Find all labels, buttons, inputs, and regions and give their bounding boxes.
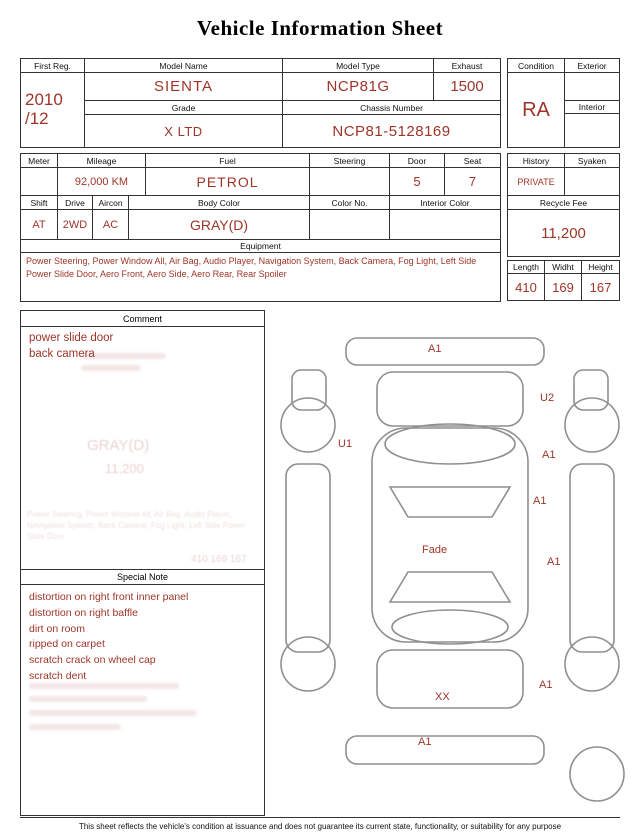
damage-label-right-side-a1: A1 — [547, 556, 561, 568]
ghost-artifact — [81, 353, 166, 359]
history-value: PRIVATE — [508, 168, 565, 196]
special-note-line: distortion on right front inner panel — [29, 591, 189, 603]
special-note-line: dirt on room — [29, 622, 86, 635]
history-label: History — [508, 154, 565, 168]
ghost-artifact — [29, 710, 197, 716]
ghost-recycle-fee: 11,200 — [105, 461, 144, 476]
ghost-body-color: GRAY(D) — [87, 437, 150, 454]
equipment-label: Equipment — [21, 240, 500, 253]
rear-seats-shape — [390, 572, 510, 602]
interior-color-label: Interior Color — [390, 196, 500, 210]
grade-value: X LTD — [85, 115, 283, 147]
damage-label-roof-fade: Fade — [422, 544, 448, 556]
model-name-label: Model Name — [85, 59, 283, 73]
disclaimer-footer: This sheet reflects the vehicle's condition at issuance and does not guarantee its current state, functionality, or suitability for any purpose — [20, 817, 620, 831]
comment-body — [21, 327, 264, 366]
equipment-value: Power Steering, Power Window All, Air Bag, Audio Player, Navigation System, Back Camera, Fog Light, Left Side Power Slide Door, Aero Front, Aero Side, Aero Rear, Rear Spoiler — [26, 256, 477, 279]
rear-right-wheel-shape — [565, 637, 619, 691]
width-value: 169 — [545, 274, 582, 300]
rear-left-wheel-shape — [281, 637, 335, 691]
syaken-label: Syaken — [565, 154, 619, 168]
model-type-label: Model Type — [283, 59, 434, 73]
special-note-line: scratch crack on wheel cap — [29, 654, 156, 666]
hood-shape — [377, 372, 523, 426]
front-left-wheel-shape — [281, 398, 335, 452]
left-front-fender-shape — [292, 370, 326, 410]
model-type-value: NCP81G — [283, 73, 434, 101]
first-reg-label: First Reg. — [21, 59, 85, 73]
recycle-fee-value: 11,200 — [541, 224, 586, 242]
condition-table — [507, 58, 620, 148]
door-value: 5 — [390, 168, 445, 196]
special-note-line: distortion on right baffle — [29, 606, 138, 619]
model-name-value: SIENTA — [85, 73, 283, 101]
syaken-value — [565, 168, 619, 196]
aircon-value: AC — [93, 210, 129, 240]
damage-label-right-rear-a1: A1 — [539, 679, 553, 691]
drive-value: 2WD — [58, 210, 93, 240]
first-reg-year: 2010 — [25, 90, 63, 110]
left-door-panel-shape — [286, 464, 330, 652]
right-door-panel-shape — [570, 464, 614, 652]
rear-window-shape — [392, 610, 508, 644]
width-label: Widht — [545, 261, 582, 274]
comment-header: Comment — [21, 311, 264, 327]
right-front-fender-shape — [574, 370, 608, 410]
steering-label: Steering — [310, 154, 390, 168]
damage-label-left-front-u1: U1 — [338, 438, 353, 450]
color-no-label: Color No. — [310, 196, 390, 210]
body-color-label: Body Color — [129, 196, 310, 210]
ghost-dimensions: 410 169 167 — [191, 554, 247, 565]
length-value: 410 — [508, 274, 545, 300]
damage-label-right-fender-u2: U2 — [540, 392, 555, 404]
special-note-header: Special Note — [21, 569, 264, 585]
condition-value: RA — [508, 73, 565, 147]
front-bumper-shape — [346, 338, 544, 365]
history-table — [507, 153, 620, 257]
comment-line: back camera — [29, 347, 95, 360]
ghost-artifact — [29, 696, 147, 702]
condition-label: Condition — [508, 59, 565, 73]
windshield-shape — [385, 424, 515, 464]
comment-panel — [20, 310, 265, 816]
shift-value: AT — [21, 210, 58, 240]
front-seats-shape — [390, 487, 510, 517]
exterior-label: Exterior — [565, 59, 619, 73]
height-label: Height — [582, 261, 619, 274]
body-color-value: GRAY(D) — [129, 210, 310, 240]
damage-label-trunk-xx: XX — [435, 691, 450, 703]
front-right-wheel-shape — [565, 398, 619, 452]
steering-value — [310, 168, 390, 196]
damage-label-rear-bumper-a1: A1 — [418, 736, 432, 748]
door-label: Door — [390, 154, 445, 168]
seat-label: Seat — [445, 154, 500, 168]
ghost-artifact — [29, 724, 121, 730]
recycle-fee-label: Recycle Fee — [508, 196, 619, 210]
height-value: 167 — [589, 279, 612, 295]
spare-tire-shape — [570, 747, 624, 801]
car-diagram-svg — [270, 312, 632, 817]
fuel-value: PETROL — [146, 168, 310, 196]
length-label: Length — [508, 261, 545, 274]
specs-row-b — [21, 196, 500, 240]
shift-label: Shift — [21, 196, 58, 210]
special-note-body — [21, 585, 264, 690]
interior-value — [565, 114, 619, 147]
identity-table — [20, 58, 501, 148]
first-reg-month: /12 — [25, 109, 49, 128]
grade-label: Grade — [85, 101, 283, 115]
ghost-artifact — [81, 365, 141, 371]
aircon-label: Aircon — [93, 196, 129, 210]
car-condition-diagram — [270, 312, 632, 817]
exhaust-label: Exhaust — [434, 59, 500, 73]
chassis-value: NCP81-5128169 — [332, 122, 451, 140]
meter-value — [21, 168, 58, 196]
interior-color-value — [390, 210, 500, 240]
trunk-shape — [377, 650, 523, 708]
comment-line: power slide door — [29, 332, 114, 344]
special-note-line: ripped on carpet — [29, 638, 105, 651]
specs-row-a — [21, 154, 500, 196]
ghost-equipment: Power Steering, Power Window All, Air Bag, Audio Player, Navigation System, Back Camera, Fog Light, Left Side Power Slide Door — [27, 510, 246, 542]
drive-label: Drive — [58, 196, 93, 210]
page-title: Vehicle Information Sheet — [196, 16, 444, 40]
damage-label-right-door-a1: A1 — [533, 495, 547, 507]
meter-label: Meter — [21, 154, 58, 168]
dimensions-table — [507, 260, 620, 301]
chassis-label: Chassis Number — [283, 101, 500, 115]
first-reg-value — [21, 73, 85, 147]
mileage-label: Mileage — [58, 154, 146, 168]
exterior-value — [565, 73, 619, 101]
special-note-line: scratch dent — [29, 669, 87, 682]
mileage-value: 92,000 KM — [58, 168, 146, 196]
color-no-value — [310, 210, 390, 240]
damage-label-right-front-a1: A1 — [542, 449, 556, 461]
seat-value: 7 — [445, 168, 500, 196]
fuel-label: Fuel — [146, 154, 310, 168]
interior-label: Interior — [565, 101, 619, 114]
specs-table — [20, 153, 501, 302]
rear-bumper-shape — [346, 736, 544, 764]
damage-label-front-bumper: A1 — [428, 343, 442, 355]
exhaust-value: 1500 — [434, 73, 500, 101]
